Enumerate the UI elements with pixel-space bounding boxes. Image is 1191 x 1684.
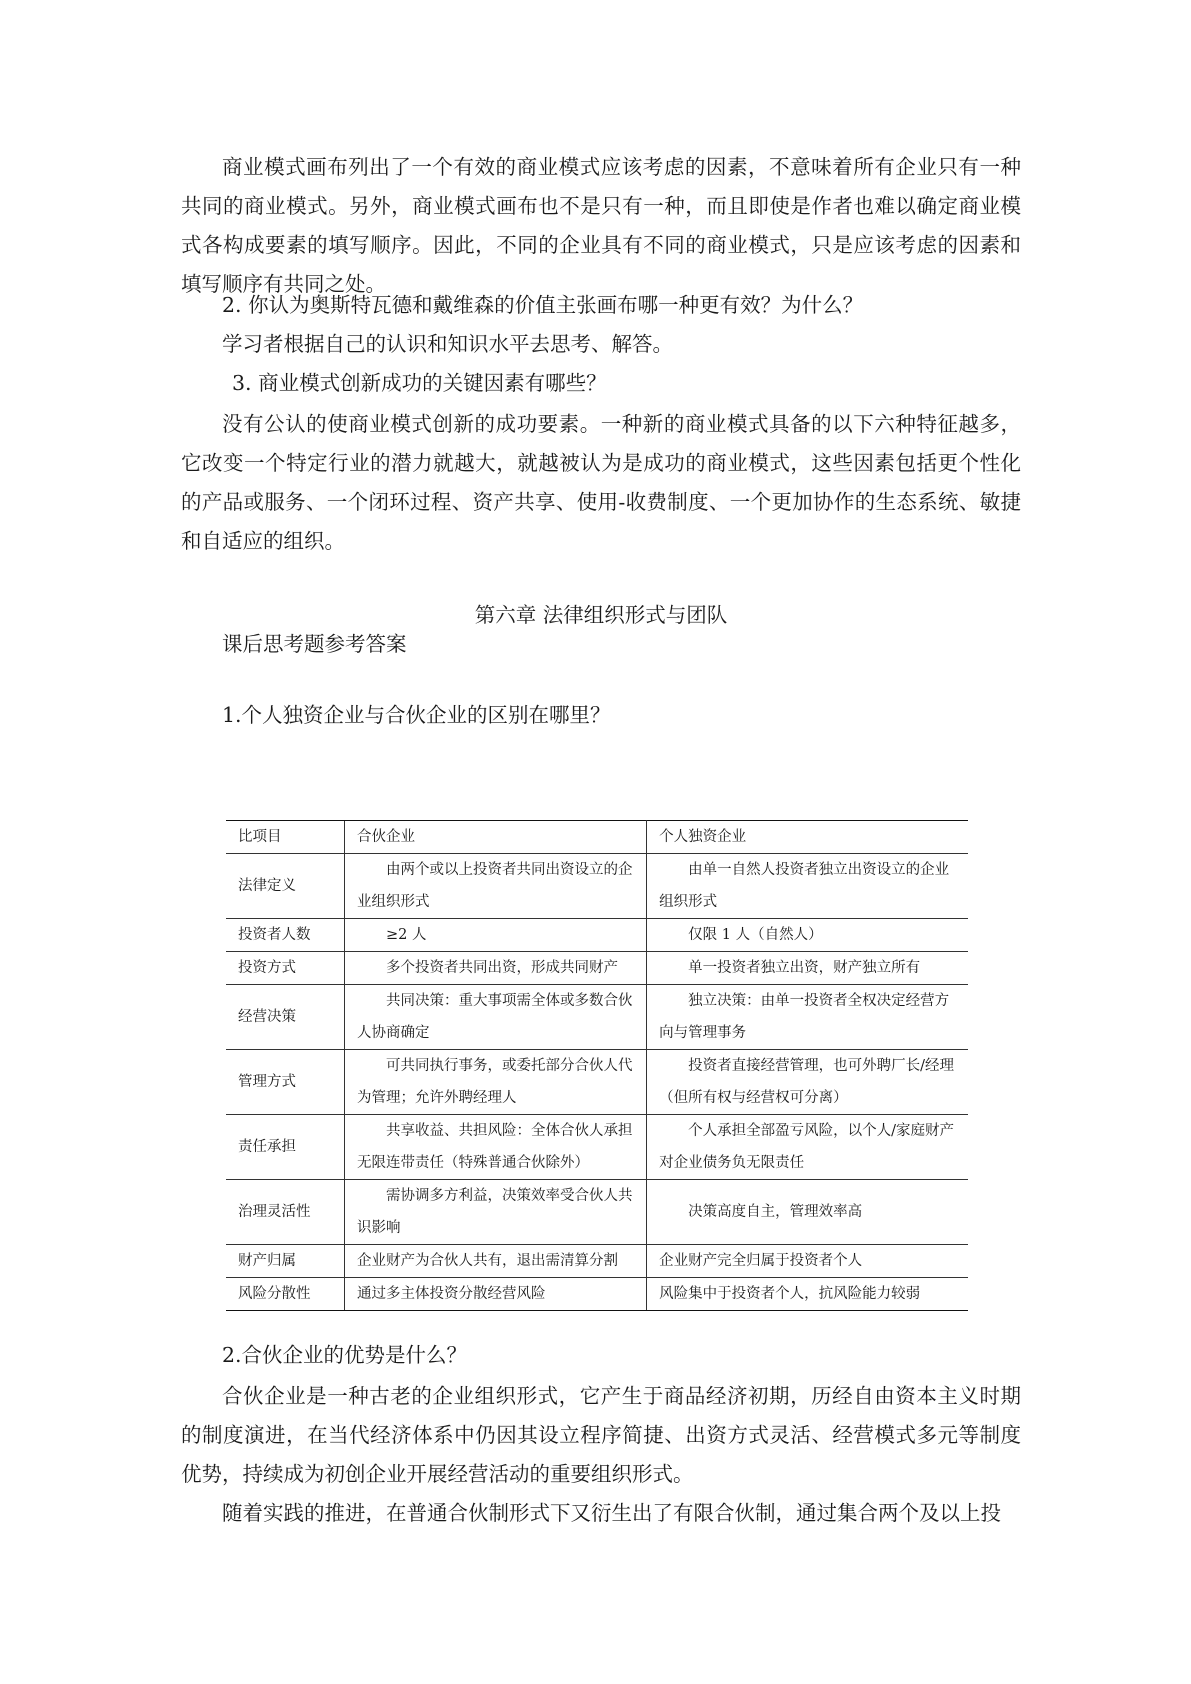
- table-cell-partnership: 企业财产为合伙人共有，退出需清算分割: [345, 1245, 647, 1278]
- table-cell-sole: 投资者直接经营管理，也可外聘厂长/经理（但所有权与经营权可分离）: [647, 1050, 968, 1115]
- answer-2: 学习者根据自己的认识和知识水平去思考、解答。: [222, 332, 673, 356]
- table-row: [226, 854, 968, 919]
- table-cell-partnership: 需协调多方利益，决策效率受合伙人共识影响: [345, 1180, 647, 1245]
- partnership-paragraph-2: 随着实践的推进，在普通合伙制形式下又衍生出了有限合伙制，通过集合两个及以上投: [222, 1501, 1001, 1525]
- table-row: [226, 1050, 968, 1115]
- table-cell-partnership: 通过多主体投资分散经营风险: [345, 1278, 647, 1311]
- table-cell-partnership: ≥2 人: [345, 919, 647, 952]
- table-row: [226, 1180, 968, 1245]
- table-row: [226, 1245, 968, 1278]
- table-question-1: 1.个人独资企业与合伙企业的区别在哪里？: [222, 703, 611, 727]
- table-cell-item: 管理方式: [226, 1050, 345, 1115]
- table-header-cell: 个人独资企业: [647, 821, 968, 854]
- table-cell-partnership: 由两个或以上投资者共同出资设立的企业组织形式: [345, 854, 647, 919]
- table-cell-sole: 单一投资者独立出资，财产独立所有: [647, 952, 968, 985]
- comparison-table: [226, 820, 968, 1311]
- table-cell-item: 投资方式: [226, 952, 345, 985]
- table-row: [226, 919, 968, 952]
- table-cell-sole: 由单一自然人投资者独立出资设立的企业组织形式: [647, 854, 968, 919]
- table-header-cell: 比项目: [226, 821, 345, 854]
- table-row: [226, 1278, 968, 1311]
- table-cell-item: 经营决策: [226, 985, 345, 1050]
- table-cell-sole: 独立决策：由单一投资者全权决定经营方向与管理事务: [647, 985, 968, 1050]
- table-cell-partnership: 多个投资者共同出资，形成共同财产: [345, 952, 647, 985]
- answer-3-paragraph: 没有公认的使商业模式创新的成功要素。一种新的商业模式具备的以下六种特征越多，它改变一个特定行业的潜力就越大，就越被认为是成功的商业模式，这些因素包括更个性化的产品或服务、一个闭环过程、资产共享、使用-收费制度、一个更加协作的生态系统、敏捷和自适应的组织。: [181, 412, 1021, 553]
- chapter-subtitle: 课后思考题参考答案: [222, 632, 407, 656]
- paragraph-canvas-factors: 商业模式画布列出了一个有效的商业模式应该考虑的因素，不意味着所有企业只有一种共同的商业模式。另外，商业模式画布也不是只有一种，而且即使是作者也难以确定商业模式各构成要素的填写顺序。因此，不同的企业具有不同的商业模式，只是应该考虑的因素和填写顺序有共同之处。: [181, 155, 1021, 296]
- table-cell-partnership: 共享收益、共担风险：全体合伙人承担无限连带责任（特殊普通合伙除外）: [345, 1115, 647, 1180]
- table-cell-item: 财产归属: [226, 1245, 345, 1278]
- table-row: [226, 985, 968, 1050]
- partnership-paragraph-1: 合伙企业是一种古老的企业组织形式，它产生于商品经济初期，历经自由资本主义时期的制度演进，在当代经济体系中仍因其设立程序简捷、出资方式灵活、经营模式多元等制度优势，持续成为初创企业开展经营活动的重要组织形式。: [181, 1384, 1021, 1486]
- table-row: [226, 1115, 968, 1180]
- table-cell-partnership: 可共同执行事务，或委托部分合伙人代为管理；允许外聘经理人: [345, 1050, 647, 1115]
- question-3: 3. 商业模式创新成功的关键因素有哪些？: [232, 371, 607, 395]
- table-row: [226, 952, 968, 985]
- table-cell-sole: 风险集中于投资者个人，抗风险能力较弱: [647, 1278, 968, 1311]
- question-2: 2. 你认为奥斯特瓦德和戴维森的价值主张画布哪一种更有效？为什么？: [222, 293, 864, 317]
- table-header-row: [226, 821, 968, 854]
- table-cell-sole: 个人承担全部盈亏风险，以个人/家庭财产对企业债务负无限责任: [647, 1115, 968, 1180]
- table-cell-item: 治理灵活性: [226, 1180, 345, 1245]
- chapter-title: 第六章 法律组织形式与团队: [474, 603, 728, 627]
- table-cell-sole: 企业财产完全归属于投资者个人: [647, 1245, 968, 1278]
- table-cell-item: 责任承担: [226, 1115, 345, 1180]
- table-cell-sole: 决策高度自主，管理效率高: [647, 1180, 968, 1245]
- table-cell-item: 法律定义: [226, 854, 345, 919]
- table-cell-item: 风险分散性: [226, 1278, 345, 1311]
- table-cell-partnership: 共同决策：重大事项需全体或多数合伙人协商确定: [345, 985, 647, 1050]
- table-header-cell: 合伙企业: [345, 821, 647, 854]
- question-partnership-advantage: 2.合伙企业的优势是什么？: [222, 1343, 468, 1367]
- table-cell-sole: 仅限 1 人（自然人）: [647, 919, 968, 952]
- table-cell-item: 投资者人数: [226, 919, 345, 952]
